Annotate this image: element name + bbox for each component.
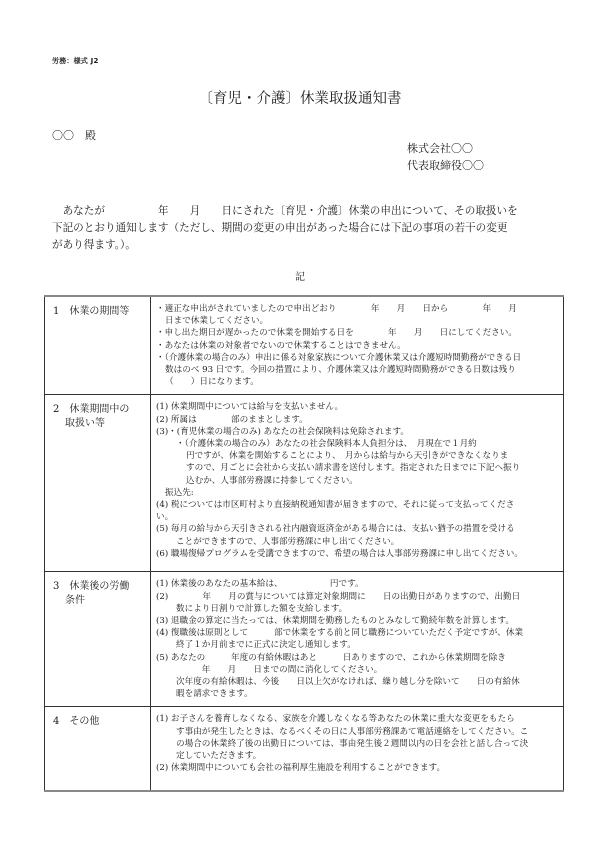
section-line: ・適正な申出がされていましたので申出どおり 年 月 日から 年 月 [156, 304, 517, 314]
section-content [151, 296, 564, 395]
issuer-block [407, 140, 484, 174]
section-line: (3) 退職金の算定に当たっては、休業期間を勤務したものとみなして勤続年数を計算します。 [156, 616, 514, 627]
section-line: ・あなたは休業の対象者でないので休業することはできません。 [156, 340, 406, 351]
section-line: 数はのべ 93 日です。今回の措置により、介護休業又は介護短時間勤務ができる日数は残り [165, 365, 516, 376]
section-line: (2) 年 月の賞与については算定対象期間に 日の出勤日がありますので、出勤日 [156, 591, 521, 602]
section-line: 込むか、人事部労務課に持参してください。 [186, 475, 358, 486]
section-line: ・申し出た期日が遅かったので休業を開始する日を 年 月 日にしてください。 [156, 328, 517, 339]
section-line: 次年度の有給休暇は、今後 日以上欠がなければ、繰り越し分を除いて 日の有給休 [176, 677, 520, 688]
section-row [45, 395, 564, 572]
intro-line: があり得ます。）。 [52, 239, 136, 251]
form-code: 労務：様式 J2 [52, 57, 99, 65]
section-line: 暇を請求できます。 [176, 689, 253, 700]
section-heading [45, 296, 151, 395]
section-line: (3)・(育児休業の場合のみ) あなたの社会保険料は免除されます。 [156, 426, 409, 437]
section-heading-text: 4 その他 [53, 716, 100, 728]
section-content [151, 572, 564, 707]
section-line: (5) 毎月の給与から天引きされる社内融資返済金がある場合には、支払い猶予の措置を受ける [156, 524, 515, 535]
intro-paragraph [52, 203, 562, 254]
section-line: ことができますので、人事部労務課に申し出てください。 [176, 536, 400, 547]
section-row [45, 707, 564, 791]
section-line: すので、月ごとに会社から支払い請求書を送付します。指定された日までに下記へ振り [186, 463, 521, 474]
section-heading [45, 572, 151, 707]
ki-heading: 記 [295, 272, 305, 283]
section-line: す事由が発生したときは、なるべくその日に人事部労務課あて電話連絡をしてください。こ [176, 726, 529, 737]
section-line: 数により日割りで計算した額を支給します。 [176, 603, 348, 614]
section-line: 振込先: [165, 487, 194, 498]
section-heading-text: 1 休業の期間等 [53, 306, 130, 317]
section-line: ・（介護休業の場合のみ）あなたの社会保険料本人負担分は、 月現在で１月約 [176, 439, 477, 450]
section-heading-text: 条件 [65, 595, 85, 607]
intro-line: あなたが 年 月 日にされた〔育児・介護〕休業の申出について、その取扱いを [52, 205, 518, 217]
section-line: (1) 休業後のあなたの基本給は、 円です。 [156, 579, 364, 590]
section-line: 日まで休業してください。 [165, 316, 269, 327]
section-line: (6) 職場復帰プログラムを受講できますので、希望の場合は人事部労務課に申し出てください。 [156, 548, 523, 559]
section-line: (2) 所属は 部のままとします。 [156, 414, 308, 425]
section-heading-text: 3 休業後の労働 [53, 581, 130, 593]
section-content [151, 707, 564, 791]
section-heading-text: 取扱い等 [65, 418, 105, 430]
section-line: (5) あなたの 年度の有給休暇はあと 日ありますので、これから休業期間を除き [156, 652, 506, 663]
section-line: 年 月 日までの間に消化してください。 [176, 664, 383, 675]
notice-table [44, 295, 564, 792]
section-line: 円ですが、休業を開始することにより、 月からは給与から天引きができなくなりま [186, 451, 509, 462]
section-line: ・（介護休業の場合のみ）申出に係る対象家族について介護休業又は介護短時間勤務ができる日 [156, 352, 522, 363]
section-line: （ ）日になります。 [165, 377, 259, 388]
section-row [45, 572, 564, 707]
section-heading [45, 395, 151, 572]
section-line: (4) 税については市区町村より直接納税通知書が届きますので、それに従って支払ってくださ [156, 500, 515, 511]
section-heading [45, 707, 151, 791]
section-line: の場合の休業終了後の出勤日については、事由発生後２週間以内の日を会社と話し合って決 [176, 738, 529, 749]
section-line: (4) 復職後は原則として 部で休業をする前と同じ職務についていただく予定ですが、休業 [156, 628, 524, 639]
section-line: (1) お子さんを養育しなくなる、家族を介護しなくなる等あなたの休業に重大な変更をもたら [156, 714, 515, 725]
section-line: い。 [156, 512, 174, 523]
section-heading-text: 2 休業期間中の [53, 404, 130, 416]
section-line: 定していただきます。 [176, 751, 262, 762]
section-line: (1) 休業期間中については給与を支払いません。 [156, 402, 344, 413]
section-line: (2) 休業期間中についても会社の福利厚生施設を利用することができます。 [156, 763, 446, 774]
section-content [151, 395, 564, 572]
company-name: 株式会社〇〇 [407, 142, 473, 155]
intro-line: 下記のとおり通知します（ただし、期間の変更の申出があった場合には下記の事項の若干の変更 [52, 222, 508, 234]
document-title: 〔育児・介護〕休業取扱通知書 [198, 91, 402, 107]
addressee: 〇〇 殿 [52, 129, 96, 142]
section-line: 終了１か月前までに正式に決定し通知します。 [176, 640, 356, 651]
representative-name: 代表取締役〇〇 [407, 159, 484, 172]
section-row [45, 296, 564, 395]
